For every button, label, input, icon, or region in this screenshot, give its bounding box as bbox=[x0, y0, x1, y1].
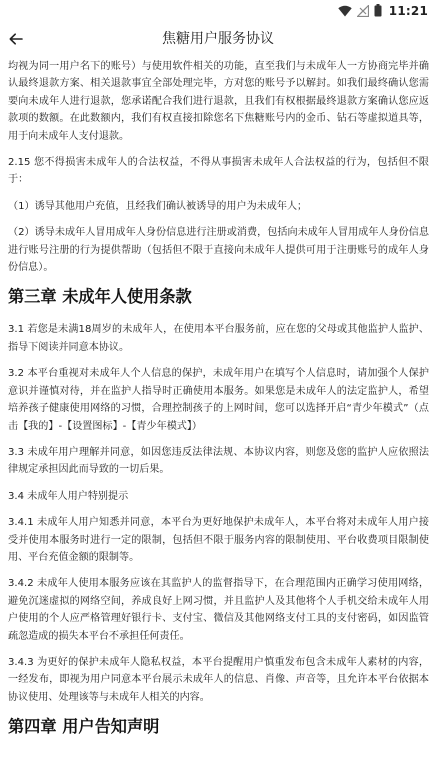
paragraph-3-3: 3.3 未成年用户理解并同意，如因您违反法律法规、本协议内容，则您及您的监护人应依照法律规定承担因此而导致的一切后果。 bbox=[8, 446, 429, 476]
chapter-3-heading: 第三章 未成年人使用条款 bbox=[8, 287, 192, 307]
wifi-icon bbox=[338, 2, 352, 21]
status-icons bbox=[338, 3, 428, 19]
battery-icon bbox=[374, 2, 382, 21]
paragraph-3-4-2: 3.4.2 未成年人使用本服务应该在其监护人的监督指导下，在合理范围内正确学习使用网络，避免沉迷虚拟的网络空间，养成良好上网习惯，并且监护人及其他将个人手机交给未成年人用户使用的个人应严格管理好银行卡、支付宝、微信及其他网络支付工具的支付密码，如因监管疏忽造成的损失本平台不承担任何责任。 bbox=[8, 578, 429, 642]
status-bar bbox=[0, 0, 436, 22]
paragraph-3-4: 3.4 未成年人用户特别提示 bbox=[8, 490, 129, 502]
agreement-content[interactable] bbox=[0, 56, 436, 776]
page-title: 焦糖用户服务协议 bbox=[162, 31, 274, 47]
app-bar bbox=[0, 22, 436, 56]
paragraph-3-2: 3.2 本平台重视对未成年人个人信息的保护，未成年用户在填写个人信息时，请加强个人保护意识并谨慎对待，并在监护人指导时正确使用本服务。如果您是未成年人的法定监护人，希望培养孩子健康使用网络的习惯，合理控制孩子的上网时间，您可以选择开启“青少年模式”（点击【我的】-【设置图标】-【青少年模式】） bbox=[8, 368, 429, 432]
paragraph-2-15: 2.15 您不得损害未成年人的合法权益，不得从事损害未成年人合法权益的行为，包括但不限于： bbox=[8, 157, 429, 186]
chapter-4-heading: 第四章 用户告知声明 bbox=[8, 717, 160, 737]
paragraph-3-1: 3.1 若您是未满18周岁的未成年人，在使用本平台服务前，应在您的父母或其他监护人监护、指导下阅读并同意本协议。 bbox=[8, 324, 429, 353]
paragraph-2-15-1: （1）诱导其他用户充值，且经我们确认被诱导的用户为未成年人； bbox=[8, 200, 308, 212]
paragraph-2-15-2: （2）诱导未成年人冒用成年人身份信息进行注册或消费，包括向未成年人冒用成年人身份信息进行账号注册的行为提供帮助（包括但不限于直接向未成年人提供可用于注册账号的成年人身份信息）。 bbox=[8, 227, 429, 274]
paragraph-3-4-3: 3.4.3 为更好的保护未成年人隐私权益，本平台提醒用户慎重发布包含未成年人素材的内容，一经发布，即视为用户同意本平台展示未成年人的信息、肖像、声音等，且允许本平台依据本协议使用、处理该等与未成年人相关的内容。 bbox=[8, 656, 429, 703]
signal-icon bbox=[357, 2, 369, 21]
back-button[interactable] bbox=[3, 24, 29, 54]
status-time: 11:21 bbox=[388, 4, 428, 18]
paragraph-refund: 均视为同一用户名下的账号）与使用软件相关的功能，直至我们与未成年人一方协商完毕并确认最终退款方案、相关退款事宜全部处理完毕，方对您的账号予以解封。如我们最终确认您需要向未成年人进行退款，您承诺配合我们进行退款，且我们有权根据最终退款方案确认您应返款项的数额。在此数额内，我们有权直接扣除您名下焦糖账号内的金币、钻石等虚拟道具等，用于向未成年人支付退款。 bbox=[8, 61, 429, 142]
arrow-left-icon bbox=[9, 33, 23, 45]
paragraph-3-4-1: 3.4.1 未成年人用户知悉并同意，本平台为更好地保护未成年人，本平台将对未成年人用户接受并使用本服务时进行一定的限制，包括但不限于服务内容的限制使用、平台收费项目限制使用、平台充值金额的限制等。 bbox=[8, 517, 429, 563]
